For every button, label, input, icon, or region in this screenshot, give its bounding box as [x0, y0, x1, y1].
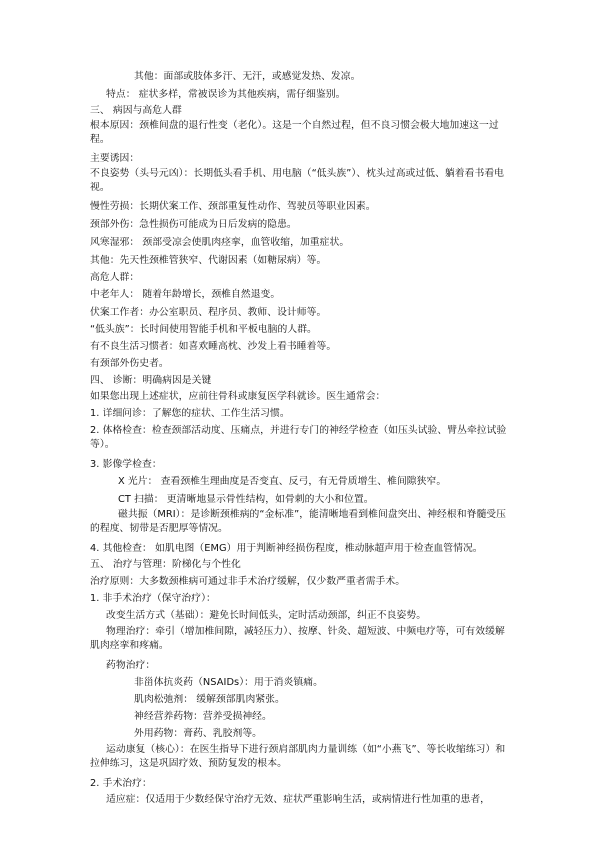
text-line: 改变生活方式（基础）：避免长时间低头，定时活动颈部，纠正不良姿势。: [106, 610, 427, 621]
list-item: 3. 影像学检查：: [90, 459, 162, 470]
text-line: 肌肉松弛剂： 缓解颈部肌肉紧张。: [134, 694, 285, 705]
text-line: 治疗原则：大多数颈椎病可通过非手术治疗缓解，仅少数严重者需手术。: [90, 576, 406, 587]
paragraph: 不良姿势（头号元凶）：长期低头看手机、用电脑（“低头族”）、枕头过高或过低、躺着看书看电视。: [90, 168, 505, 193]
text-line: CT 扫描： 更清晰地显示骨性结构，如骨刺的大小和位置。: [118, 494, 374, 505]
paragraph: 根本原因：颈椎间盘的退行性变（老化）。这是一个自然过程，但不良习惯会极大地加速这一过程。: [90, 120, 499, 145]
text-line: 其他：先天性颈椎管狭窄、代谢因素（如糖尿病）等。: [90, 255, 327, 266]
section-heading: 四、 诊断：明确病因是关键: [90, 375, 212, 386]
list-item: 2. 手术治疗：: [90, 778, 152, 789]
text-line: 外用药物：膏药、乳胶剂等。: [134, 728, 263, 739]
text-line: 有颈部外伤史者。: [90, 358, 169, 369]
section-heading: 三、 病因与高危人群: [90, 105, 182, 116]
text-line: 高危人群：: [90, 272, 140, 283]
paragraph: 运动康复（核心）：在医生指导下进行颈肩部肌肉力量训练（如“小燕飞”、等长收缩练习）和拉伸练习，这是巩固疗效、预防复发的根本。: [90, 744, 506, 769]
text-line: 主要诱因：: [90, 153, 140, 164]
text-line: 神经营养药物：营养受损神经。: [134, 711, 272, 722]
text-line: 有不良生活习惯者：如喜欢睡高枕、沙发上看书睡着等。: [90, 341, 337, 352]
paragraph: 物理治疗：牵引（增加椎间隙，减轻压力）、按摩、针灸、超短波、中频电疗等，可有效缓解肌肉痉挛和疼痛。: [90, 626, 505, 651]
text-line: 适应症：仅适用于少数经保守治疗无效、症状严重影响生活，或病情进行性加重的患者，: [106, 794, 491, 805]
text-line: 中老年人： 随着年龄增长，颈椎自然退变。: [90, 289, 281, 300]
list-item: 1. 详细问诊：了解您的症状、工作生活习惯。: [90, 408, 290, 419]
text-line: 特点： 症状多样，常被误诊为其他疾病，需仔细鉴别。: [106, 89, 346, 100]
list-item: 1. 非手术治疗（保守治疗）：: [90, 593, 216, 604]
text-line: 慢性劳损：长期伏案工作、颈部重复性动作、驾驶员等职业因素。: [90, 201, 376, 212]
list-item: 2. 体格检查：检查颈部活动度、压痛点，并进行专门的神经学检查（如压头试验、臂丛牵拉试验等）。: [90, 425, 507, 450]
text-line: X 光片： 查看颈椎生理曲度是否变直、反弓，有无骨质增生、椎间隙狭窄。: [118, 476, 447, 487]
text-line: 其他：面部或肢体多汗、无汗，或感觉发热、发凉。: [134, 71, 361, 82]
text-line: 颈部外伤：急性损伤可能成为日后发病的隐患。: [90, 219, 297, 230]
text-line: 风寒湿邪： 颈部受凉会使肌肉痉挛，血管收缩，加重症状。: [90, 237, 350, 248]
text-line: “低头族”：长时间使用智能手机和平板电脑的人群。: [90, 324, 317, 335]
text-line: 如果您出现上述症状，应前往骨科或康复医学科就诊。医生通常会：: [90, 391, 386, 402]
text-line: 非甾体抗炎药（NSAIDs）：用于消炎镇痛。: [134, 677, 323, 688]
text-line: 药物治疗：: [106, 660, 156, 671]
text-line: 伏案工作者：办公室职员、程序员、教师、设计师等。: [90, 307, 327, 318]
paragraph: 磁共振（MRI）：是诊断颈椎病的“金标准”，能清晰地看到椎间盘突出、神经根和脊髓受压的程度、韧带是否肥厚等情况。: [90, 509, 506, 534]
section-heading: 五、 治疗与管理：阶梯化与个性化: [90, 559, 241, 570]
list-item: 4. 其他检查： 如肌电图（EMG）用于判断神经损伤程度，椎动脉超声用于检查血管情况。: [90, 543, 483, 554]
